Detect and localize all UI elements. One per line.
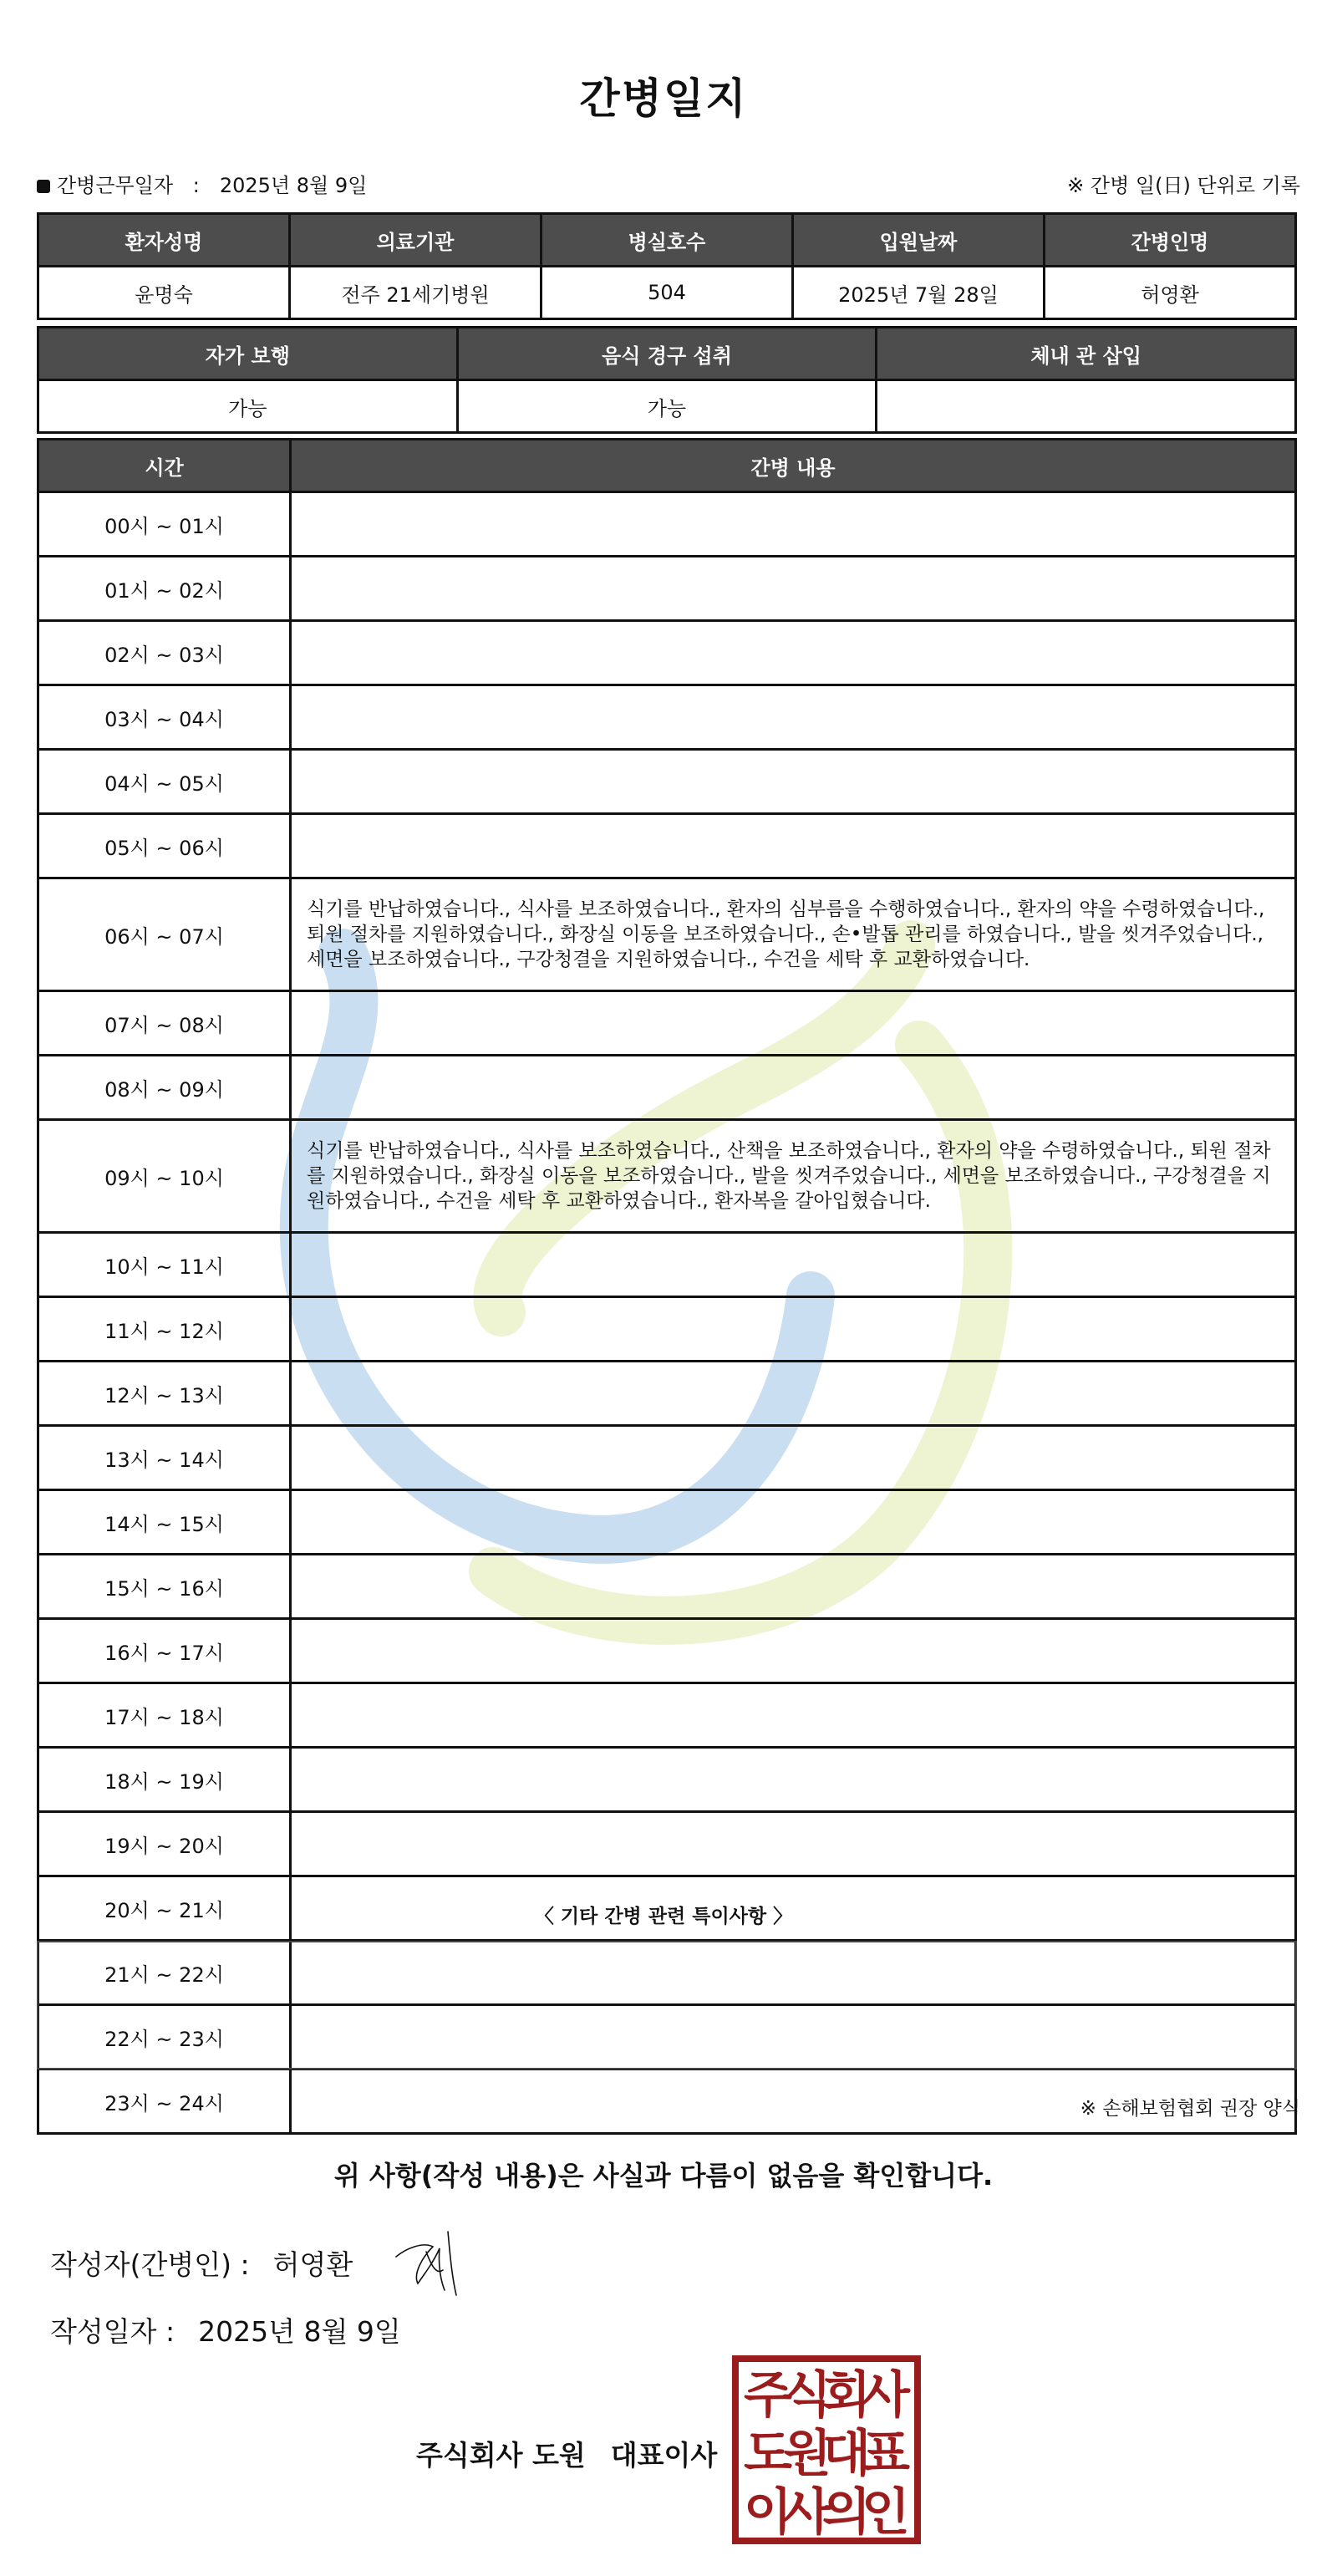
table-row <box>38 1683 1296 1748</box>
care-content <box>291 991 1296 1056</box>
write-date-label: 작성일자 : <box>50 2315 175 2348</box>
work-date-value: 2025년 8월 9일 <box>219 174 368 197</box>
care-content <box>291 1490 1296 1555</box>
time-slot: 06시 ~ 07시 <box>38 878 291 991</box>
time-slot: 00시 ~ 01시 <box>38 492 291 557</box>
care-content <box>291 1426 1296 1490</box>
care-content <box>291 1812 1296 1876</box>
hospital-name: 전주 21세기병원 <box>290 267 541 319</box>
ability-table <box>37 326 1297 434</box>
table-row <box>38 557 1296 621</box>
caregiver-name: 허영환 <box>1045 267 1296 319</box>
writer-line <box>50 2243 353 2283</box>
work-date <box>37 169 367 198</box>
special-notes-title: 〈 기타 간병 관련 특이사항 〉 <box>534 1906 793 1927</box>
table-row <box>38 621 1296 685</box>
write-date-line <box>50 2310 401 2349</box>
care-log-table <box>37 438 1297 2135</box>
time-slot: 04시 ~ 05시 <box>38 750 291 814</box>
patient-info-table <box>37 212 1297 320</box>
care-content <box>291 2069 1296 2134</box>
header-self-walking: 자가 보행 <box>38 328 458 380</box>
company-line <box>416 2434 717 2473</box>
time-slot: 11시 ~ 12시 <box>38 1297 291 1362</box>
table-row <box>38 878 1296 991</box>
representative-title: 대표이사 <box>610 2439 718 2472</box>
header-patient-name: 환자성명 <box>38 214 290 267</box>
care-content: 식기를 반납하였습니다., 식사를 보조하였습니다., 환자의 심부름을 수행하였습니다., 환자의 약을 수령하였습니다., 퇴원 절차를 지원하였습니다., 화장실 이동을 보조하였습니다., 손•발톱 관리를 하였습니다., 발을 씻겨주었습니다., 세면을 보조하였습니다., 구강청결을 지원하였습니다., 수건을 세탁 후 교환하였습니다. <box>291 878 1296 991</box>
oral-intake-value: 가능 <box>457 380 877 433</box>
care-content <box>291 1056 1296 1120</box>
writer-name: 허영환 <box>272 2248 353 2281</box>
svg-text:주: 주 <box>744 2366 792 2425</box>
svg-text:사: 사 <box>862 2366 910 2425</box>
care-content <box>291 1555 1296 1619</box>
care-content <box>291 1683 1296 1748</box>
care-content <box>291 1297 1296 1362</box>
admission-date: 2025년 7월 28일 <box>793 267 1045 319</box>
table-row <box>38 492 1296 557</box>
header-tube-insertion: 체내 관 삽입 <box>877 328 1296 380</box>
time-slot: 14시 ~ 15시 <box>38 1490 291 1555</box>
care-content <box>291 814 1296 878</box>
header-oral-intake: 음식 경구 섭취 <box>457 328 877 380</box>
table-row <box>38 1555 1296 1619</box>
table-row <box>38 2069 1296 2134</box>
table-row <box>38 1490 1296 1555</box>
care-content <box>291 1362 1296 1426</box>
care-content: 식기를 반납하였습니다., 식사를 보조하였습니다., 산책을 보조하였습니다., 환자의 약을 수령하였습니다., 퇴원 절차를 지원하였습니다., 화장실 이동을 보조하였습니다., 발을 씻겨주었습니다., 세면을 보조하였습니다., 구강청결을 지원하였습니다., 수건을 세탁 후 교환하였습니다., 환자복을 갈아입혔습니다. <box>291 1120 1296 1233</box>
care-content <box>291 750 1296 814</box>
care-content <box>291 1619 1296 1683</box>
time-slot: 15시 ~ 16시 <box>38 1555 291 1619</box>
confirmation-text: 위 사항(작성 내용)은 사실과 다름이 없음을 확인합니다. <box>333 2160 994 2192</box>
time-slot: 08시 ~ 09시 <box>38 1056 291 1120</box>
work-date-separator: : <box>192 174 200 197</box>
table-row <box>38 750 1296 814</box>
time-slot: 09시 ~ 10시 <box>38 1120 291 1233</box>
svg-text:회: 회 <box>822 2366 871 2425</box>
table-row <box>38 814 1296 878</box>
handwritten-signature <box>389 2223 473 2299</box>
svg-text:도: 도 <box>744 2425 792 2483</box>
time-slot: 05시 ~ 06시 <box>38 814 291 878</box>
svg-text:인: 인 <box>862 2483 910 2542</box>
time-slot: 21시 ~ 22시 <box>38 1941 291 2005</box>
table-row <box>38 1297 1296 1362</box>
care-content <box>291 1748 1296 1812</box>
care-content <box>291 685 1296 750</box>
care-content <box>291 621 1296 685</box>
insurance-note: ※ 손해보험협회 권장 양식 <box>1080 2098 1300 2120</box>
table-row <box>38 1619 1296 1683</box>
care-content <box>291 1941 1296 2005</box>
writer-label: 작성자(간병인) : <box>50 2248 250 2281</box>
time-slot: 18시 ~ 19시 <box>38 1748 291 1812</box>
header-time: 시간 <box>38 440 291 492</box>
time-slot: 22시 ~ 23시 <box>38 2005 291 2069</box>
time-slot: 23시 ~ 24시 <box>38 2069 291 2134</box>
header-care-content: 간병 내용 <box>291 440 1296 492</box>
table-row <box>38 1120 1296 1233</box>
care-content <box>291 492 1296 557</box>
time-slot: 12시 ~ 13시 <box>38 1362 291 1426</box>
care-content <box>291 1876 1296 1941</box>
care-content <box>291 2005 1296 2069</box>
work-date-label: 간병근무일자 <box>57 174 174 197</box>
tube-insertion-value <box>877 380 1296 433</box>
time-slot: 02시 ~ 03시 <box>38 621 291 685</box>
table-row <box>38 1748 1296 1812</box>
header-admission-date: 입원날짜 <box>793 214 1045 267</box>
table-row <box>38 1056 1296 1120</box>
svg-text:대: 대 <box>822 2425 871 2483</box>
time-slot: 03시 ~ 04시 <box>38 685 291 750</box>
header-caregiver-name: 간병인명 <box>1045 214 1296 267</box>
table-row <box>38 685 1296 750</box>
table-row <box>38 1426 1296 1490</box>
care-content <box>291 557 1296 621</box>
time-slot: 13시 ~ 14시 <box>38 1426 291 1490</box>
svg-text:원: 원 <box>783 2425 831 2483</box>
document-title: 간병일지 <box>579 74 748 123</box>
room-number: 504 <box>541 267 793 319</box>
svg-text:식: 식 <box>783 2366 831 2425</box>
table-row <box>38 1362 1296 1426</box>
table-row <box>38 1812 1296 1876</box>
svg-text:의: 의 <box>822 2483 871 2542</box>
care-content <box>291 1233 1296 1297</box>
unit-note: ※ 간병 일(日) 단위로 기록 <box>1067 174 1300 197</box>
self-walking-value: 가능 <box>38 380 458 433</box>
svg-text:표: 표 <box>862 2425 910 2483</box>
patient-name: 윤명숙 <box>38 267 290 319</box>
time-slot: 16시 ~ 17시 <box>38 1619 291 1683</box>
time-slot: 07시 ~ 08시 <box>38 991 291 1056</box>
time-slot: 01시 ~ 02시 <box>38 557 291 621</box>
table-row <box>38 1233 1296 1297</box>
svg-text:이: 이 <box>744 2483 792 2542</box>
time-slot: 19시 ~ 20시 <box>38 1812 291 1876</box>
time-slot: 20시 ~ 21시 <box>38 1876 291 1941</box>
time-slot: 10시 ~ 11시 <box>38 1233 291 1297</box>
bullet-icon <box>37 180 50 193</box>
company-seal <box>732 2355 921 2544</box>
svg-text:사: 사 <box>783 2483 831 2542</box>
table-row <box>38 991 1296 1056</box>
header-hospital: 의료기관 <box>290 214 541 267</box>
header-room-number: 병실호수 <box>541 214 793 267</box>
company-name: 주식회사 도원 <box>416 2439 586 2472</box>
time-slot: 17시 ~ 18시 <box>38 1683 291 1748</box>
write-date-value: 2025년 8월 9일 <box>198 2315 401 2348</box>
